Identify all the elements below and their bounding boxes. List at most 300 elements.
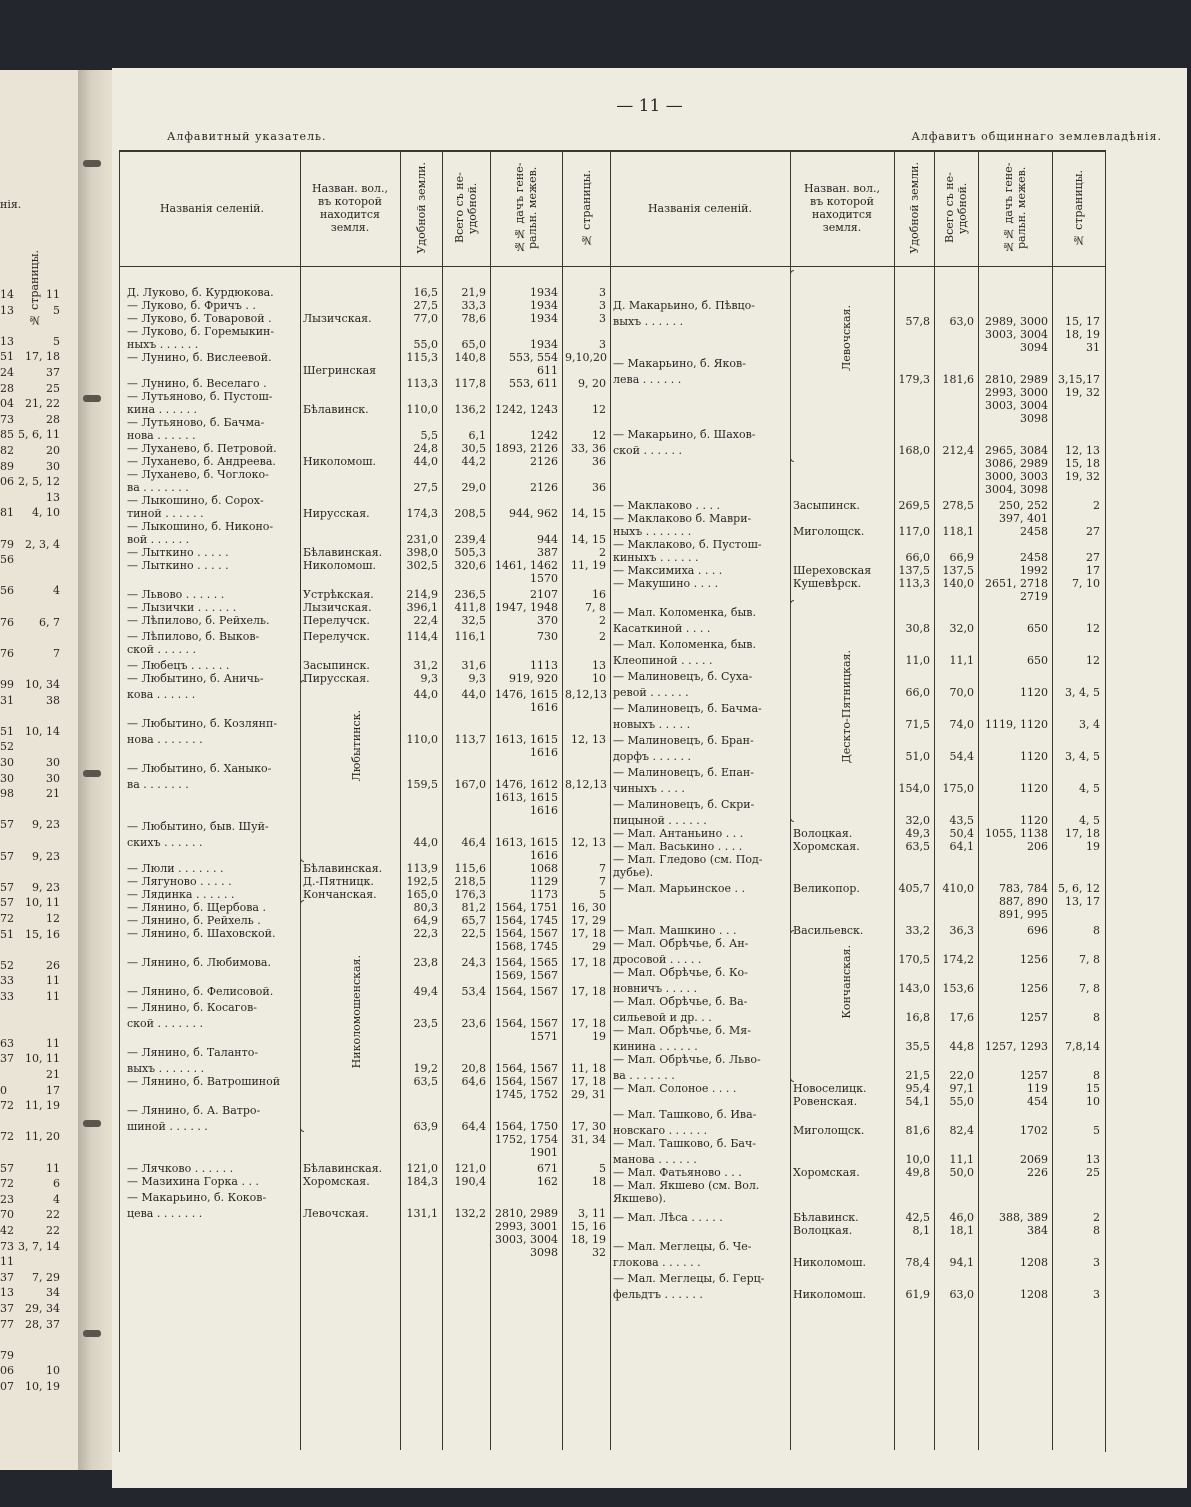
dacha-numbers: 1752, 1754 [495, 1133, 558, 1146]
volost-name: Николомош. [793, 1288, 866, 1301]
dacha-numbers: 1564, 1567 [495, 927, 558, 940]
column-rule [978, 150, 979, 1450]
page-numbers: 9,10,20 [565, 351, 607, 364]
total-land-value: 50,4 [949, 827, 974, 840]
page-numbers: 13 [1086, 1153, 1100, 1166]
page-numbers: 11, 19 [571, 559, 606, 572]
left-page-row-pages: 9, 23 [32, 849, 60, 863]
left-page-row-number: 51 [0, 350, 14, 364]
total-land-value: 22,0 [949, 1069, 974, 1082]
page-numbers: 3,15,17 [1058, 373, 1100, 386]
left-page-row-number: 06 [0, 475, 14, 489]
volost-name: Васильевск. [793, 924, 864, 937]
header-pages-text: № страницы. [579, 169, 593, 247]
left-page-row [0, 928, 74, 942]
village-name: — Любытино, б. Козлянп- [127, 717, 278, 730]
dacha-numbers: 650 [1027, 654, 1048, 667]
dacha-numbers: 1173 [530, 888, 558, 901]
dacha-numbers: 1564, 1567 [495, 985, 558, 998]
left-page-row [0, 1302, 74, 1316]
volost-name: Хоромская. [793, 840, 860, 853]
left-page-row [0, 1146, 74, 1160]
good-land-value: 63,9 [413, 1120, 438, 1133]
dacha-numbers: 1745, 1752 [495, 1088, 558, 1101]
left-page-row-number: 52 [0, 740, 14, 754]
village-name: — Любытино, б. Ханыко- [127, 762, 272, 775]
page-numbers: 17, 18 [571, 927, 606, 940]
total-land-value: 167,0 [454, 778, 486, 791]
volost-name: Великопор. [793, 882, 860, 895]
page-numbers: 27 [1086, 551, 1100, 564]
page-numbers: 19 [1086, 840, 1100, 853]
total-land-value: 21,9 [461, 286, 486, 299]
left-page-row-pages: 9, 23 [32, 818, 60, 832]
total-land-value: 175,0 [942, 782, 974, 795]
village-name: — Маклаково . . . . [613, 499, 721, 512]
dacha-numbers: 250, 252 [999, 499, 1048, 512]
good-land-value: 170,5 [898, 953, 930, 966]
left-page-row [0, 959, 74, 973]
page-numbers: 3 [599, 299, 606, 312]
dacha-numbers: 2965, 3084 [985, 444, 1048, 457]
dacha-numbers: 1256 [1020, 982, 1048, 995]
total-land-value: 116,1 [454, 630, 486, 643]
left-page-row-number: 06 [0, 1364, 14, 1378]
page-numbers: 19 [592, 1030, 606, 1043]
dacha-numbers: 1256 [1020, 953, 1048, 966]
volost-name: Николомош. [303, 559, 376, 572]
dacha-numbers: 696 [1027, 924, 1048, 937]
left-page-row [0, 1084, 74, 1098]
page-numbers: 2 [1093, 1211, 1100, 1224]
dacha-numbers: 1257, 1293 [985, 1040, 1048, 1053]
good-land-value: 159,5 [406, 778, 438, 791]
left-page-row [0, 1380, 74, 1394]
total-land-value: 136,2 [454, 403, 486, 416]
left-page-row-number: 82 [0, 444, 14, 457]
left-page-row [0, 1255, 74, 1269]
good-land-value: 10,0 [905, 1153, 930, 1166]
volost-name: Хоромская. [303, 1175, 370, 1188]
village-name: лева . . . . . . [613, 373, 682, 386]
total-land-value: 78,6 [461, 312, 486, 325]
total-land-value: 65,0 [461, 338, 486, 351]
left-page-row-number: 98 [0, 787, 14, 801]
dacha-numbers: 3003, 3004 [985, 399, 1048, 412]
left-page-row [0, 694, 74, 708]
page-numbers: 7,8,14 [1065, 1040, 1100, 1053]
good-land-value: 44,0 [413, 688, 438, 701]
page-numbers: 8 [1093, 1224, 1100, 1237]
village-name: — Мал. Васькино . . . . [613, 840, 743, 853]
page-numbers: 2 [1093, 499, 1100, 512]
village-name: — Лыткино . . . . . [127, 559, 229, 572]
total-land-value: 239,4 [454, 533, 486, 546]
dacha-numbers: 1568, 1745 [495, 940, 558, 953]
village-name: — Лянино, б. Косагов- [127, 1001, 257, 1014]
left-page-row-pages: 22 [46, 1224, 60, 1237]
dacha-numbers: 1947, 1948 [495, 601, 558, 614]
left-page-row [0, 584, 74, 598]
village-name: дубье). [613, 866, 654, 879]
page-numbers: 7, 10 [1072, 577, 1100, 590]
left-page-row [0, 678, 74, 692]
left-page-row [0, 725, 74, 739]
group-brace [790, 270, 794, 462]
total-land-value: 140,8 [454, 351, 486, 364]
left-page-row-pages: 9, 23 [32, 880, 60, 894]
left-page-row-pages: 25 [46, 381, 60, 395]
total-land-value: 66,9 [949, 551, 974, 564]
left-page-row-pages: 2, 3, 4 [25, 537, 60, 551]
total-land-value: 97,1 [949, 1082, 974, 1095]
village-name: чиныхъ . . . . [613, 782, 685, 795]
left-page-row [0, 772, 74, 786]
page-numbers: 3 [599, 286, 606, 299]
group-volost-label: Любытинск. [350, 710, 363, 782]
total-land-value: 20,8 [461, 1062, 486, 1075]
left-page-row-number: 72 [0, 1177, 14, 1191]
total-land-value: 22,5 [461, 927, 486, 940]
good-land-value: 81,6 [905, 1124, 930, 1137]
dacha-numbers: 1257 [1020, 1069, 1048, 1082]
left-page-row [0, 1006, 74, 1020]
binding-hole [83, 395, 101, 402]
left-page-row [0, 834, 74, 848]
dacha-numbers: 944, 962 [509, 507, 558, 520]
village-name: — Любытино, б. Аничь- [127, 672, 264, 685]
group-brace [790, 600, 794, 822]
volost-name: Николомош. [793, 1256, 866, 1269]
good-land-value: 179,3 [898, 373, 930, 386]
good-land-value: 71,5 [905, 718, 930, 731]
left-page-row-pages: 17 [46, 1083, 60, 1097]
left-page-row [0, 397, 74, 411]
page-numbers: 8 [1093, 924, 1100, 937]
total-land-value: 121,0 [454, 1162, 486, 1175]
dacha-numbers: 891, 995 [999, 908, 1048, 921]
village-name: ва . . . . . . . [613, 1069, 675, 1082]
dacha-numbers: 3003, 3004 [985, 328, 1048, 341]
header-dachas [490, 152, 562, 264]
left-page-row-pages: 21, 22 [25, 397, 60, 411]
left-page-row [0, 1052, 74, 1066]
village-name: — Мал. Обрѣчье, б. Ан- [613, 937, 749, 950]
left-page-row-number: 24 [0, 366, 14, 379]
dacha-numbers: 1113 [530, 659, 558, 672]
volost-name: Засыпинск. [793, 499, 860, 512]
dacha-numbers: 1129 [530, 875, 558, 888]
village-name: — Лыкошино, б. Сорох- [127, 494, 264, 507]
dacha-numbers: 206 [1027, 840, 1048, 853]
page-numbers: 5, 6, 12 [1058, 882, 1100, 895]
page-numbers: 7 [599, 862, 606, 875]
good-land-value: 54,1 [905, 1095, 930, 1108]
total-land-value: 65,7 [461, 914, 486, 927]
total-land-value: 411,8 [454, 601, 486, 614]
left-page-row [0, 600, 74, 614]
total-land-value: 46,4 [461, 836, 486, 849]
page-numbers: 17, 29 [571, 914, 606, 927]
total-land-value: 236,5 [454, 588, 486, 601]
dacha-numbers: 2993, 3001 [495, 1220, 558, 1233]
header-good-land-text: Удобной земли. [414, 162, 428, 254]
left-page-row-pages: 3, 7, 14 [18, 1239, 60, 1253]
header-dachas [978, 152, 1052, 264]
left-page-row-pages: 22 [46, 1208, 60, 1222]
left-page-row [0, 1286, 74, 1300]
column-rule [400, 150, 401, 1450]
group-volost-label: Левочская. [840, 305, 853, 371]
village-name: нова . . . . . . . [127, 733, 203, 746]
good-land-value: 154,0 [898, 782, 930, 795]
left-page-row-number: 89 [0, 459, 14, 473]
header-volost [300, 152, 400, 264]
village-name: — Лѣпилово, б. Рейхель. [127, 614, 270, 627]
total-land-value: 6,1 [468, 429, 486, 442]
dacha-numbers: 887, 890 [999, 895, 1048, 908]
village-name: — Луково, б. Фричъ . . [127, 299, 256, 312]
total-land-value: 117,8 [454, 377, 486, 390]
dacha-numbers: 1702 [1020, 1124, 1048, 1137]
village-name: — Макарьино, б. Яков- [613, 357, 746, 370]
village-name: — Лядинка . . . . . . [127, 888, 235, 901]
page-numbers: 8 [1093, 1011, 1100, 1024]
good-land-value: 115,3 [406, 351, 438, 364]
volost-name: Бѣлавинск. [303, 403, 369, 416]
page-number: — 11 — [616, 96, 683, 116]
dacha-numbers: 1613, 1615 [495, 733, 558, 746]
good-land-value: 16,5 [413, 286, 438, 299]
left-page-row-pages: 10 [46, 1364, 60, 1378]
village-name: — Малиновецъ, б. Епан- [613, 766, 754, 779]
total-land-value: 137,5 [942, 564, 974, 577]
left-page-row-number: 13 [0, 1286, 14, 1300]
left-page-row-pages: 7, 29 [32, 1270, 60, 1284]
village-name: новскаго . . . . . . [613, 1124, 708, 1137]
page-numbers: 9, 20 [578, 377, 606, 390]
page-numbers: 16, 30 [571, 901, 606, 914]
left-page-row [0, 350, 74, 364]
dacha-numbers: 1461, 1462 [495, 559, 558, 572]
good-land-value: 33,2 [905, 924, 930, 937]
total-land-value: 50,0 [949, 1166, 974, 1179]
total-land-value: 320,6 [454, 559, 486, 572]
left-page-row [0, 413, 74, 427]
village-name: — Мал. Солоное . . . . [613, 1082, 737, 1095]
dacha-numbers: 1208 [1020, 1256, 1048, 1269]
total-land-value: 54,4 [949, 750, 974, 763]
dacha-numbers: 1120 [1020, 782, 1048, 795]
village-name: — Лячково . . . . . . [127, 1162, 234, 1175]
total-land-value: 140,0 [942, 577, 974, 590]
dacha-numbers: 2651, 2718 [985, 577, 1048, 590]
dacha-numbers: 1257 [1020, 1011, 1048, 1024]
total-land-value: 55,0 [949, 1095, 974, 1108]
good-land-value: 9,3 [420, 672, 438, 685]
page-numbers: 12 [1086, 654, 1100, 667]
village-name: — Лягуново . . . . . [127, 875, 232, 888]
column-rule [442, 150, 443, 1450]
left-page-row [0, 1099, 74, 1113]
total-land-value: 44,8 [949, 1040, 974, 1053]
dacha-numbers: 1242 [530, 429, 558, 442]
page-numbers: 15, 16 [571, 1220, 606, 1233]
village-name: — Макарьино, б. Коков- [127, 1191, 267, 1204]
total-land-value: 32,0 [949, 622, 974, 635]
good-land-value: 11,0 [905, 654, 930, 667]
left-page-row-pages: 34 [46, 1286, 60, 1300]
column-rule [934, 150, 935, 1450]
total-land-value: 43,5 [949, 814, 974, 827]
dacha-numbers: 1476, 1612 [495, 778, 558, 791]
good-land-value: 31,2 [413, 659, 438, 672]
left-page-row-number: 77 [0, 1317, 14, 1331]
total-land-value: 81,2 [461, 901, 486, 914]
village-name: нова . . . . . . [127, 429, 196, 442]
left-page-row-number: 07 [0, 1380, 14, 1393]
village-name: кова . . . . . . [127, 688, 196, 701]
total-land-value: 278,5 [942, 499, 974, 512]
left-page-row-number: 51 [0, 927, 14, 941]
good-land-value: 398,0 [406, 546, 438, 559]
village-name: кинина . . . . . . [613, 1040, 698, 1053]
dacha-numbers: 553, 554 [509, 351, 558, 364]
total-land-value: 18,1 [949, 1224, 974, 1237]
page-numbers: 13, 17 [1065, 895, 1100, 908]
dacha-numbers: 730 [537, 630, 558, 643]
good-land-value: 27,5 [413, 299, 438, 312]
dacha-numbers: 1208 [1020, 1288, 1048, 1301]
header-total-text: Всего съ не-удобной. [943, 172, 969, 244]
left-page-row-number: 81 [0, 506, 14, 520]
village-name: — Мал. Меглецы, б. Герц- [613, 1272, 765, 1285]
good-land-value: 61,9 [905, 1288, 930, 1301]
page-numbers: 12, 13 [571, 836, 606, 849]
column-rule [490, 150, 491, 1450]
village-name: — Лянино, б. Таланто- [127, 1046, 259, 1059]
page-numbers: 12, 13 [571, 733, 606, 746]
page-numbers: 7, 8 [1079, 982, 1100, 995]
good-land-value: 113,3 [406, 377, 438, 390]
page-numbers: 17, 30 [571, 1120, 606, 1133]
dacha-numbers: 1476, 1615 [495, 688, 558, 701]
left-page-row [0, 803, 74, 817]
total-land-value: 153,6 [942, 982, 974, 995]
left-page-row-number: 57 [0, 880, 14, 894]
total-land-value: 118,1 [942, 525, 974, 538]
left-page-row-number: 57 [0, 1161, 14, 1175]
left-page-row [0, 491, 74, 505]
total-land-value: 31,6 [461, 659, 486, 672]
page-numbers: 31 [1086, 341, 1100, 354]
village-name: киныхъ . . . . . . [613, 551, 699, 564]
village-name: — Лянино, б. Шаховской. [127, 927, 276, 940]
village-name: — Мал. Обрѣчье, б. Ва- [613, 995, 748, 1008]
village-name: — Мал. Обрѣчье, б. Льво- [613, 1053, 761, 1066]
left-page-row-pages: 30 [46, 756, 60, 769]
village-name: — Мал. Ташково, б. Ива- [613, 1108, 757, 1121]
dacha-numbers: 2126 [530, 455, 558, 468]
binding-hole [83, 770, 101, 777]
dacha-numbers: 119 [1027, 1082, 1048, 1095]
total-land-value: 9,3 [468, 672, 486, 685]
page-numbers: 12 [1086, 622, 1100, 635]
village-name: — Мал. Коломенка, быв. [613, 606, 756, 619]
left-page-row-number: 23 [0, 1192, 14, 1206]
total-land-value: 218,5 [454, 875, 486, 888]
total-land-value: 174,2 [942, 953, 974, 966]
left-page-row-number: 73 [0, 1239, 14, 1253]
village-name: — Мал. Ташково, б. Бач- [613, 1137, 756, 1150]
left-page-row-number: 0 [0, 1083, 7, 1097]
village-name: — Мал. Якшево (см. Вол. [613, 1179, 760, 1192]
village-name: — Любытино, быв. Шуй- [127, 820, 269, 833]
village-name: — Мал. Машкино . . . [613, 924, 737, 937]
header-good-land [400, 152, 442, 264]
total-land-value: 29,0 [461, 481, 486, 494]
page-numbers: 2 [599, 630, 606, 643]
left-page-row [0, 974, 74, 988]
left-page-row [0, 1115, 74, 1129]
left-page-row-number: 57 [0, 896, 14, 910]
left-page-row-pages: 38 [46, 693, 60, 707]
page-numbers: 25 [1086, 1166, 1100, 1179]
total-land-value: 17,6 [949, 1011, 974, 1024]
village-name: — Лыткино . . . . . [127, 546, 229, 559]
page-numbers: 3, 4, 5 [1065, 750, 1100, 763]
total-land-value: 115,6 [454, 862, 486, 875]
page-numbers: 8,12,13 [565, 778, 607, 791]
page-numbers: 12 [592, 429, 606, 442]
left-page-row [0, 475, 74, 489]
good-land-value: 231,0 [406, 533, 438, 546]
dacha-numbers: 2719 [1020, 590, 1048, 603]
column-rule [562, 150, 563, 1450]
header-volost [790, 152, 894, 264]
total-land-value: 176,3 [454, 888, 486, 901]
village-name: — Лутьяново, б. Бачма- [127, 416, 265, 429]
village-name: ской . . . . . . . [127, 1017, 203, 1030]
left-page-column-label: № страницы. [28, 250, 41, 327]
good-land-value: 77,0 [413, 312, 438, 325]
total-land-value: 82,4 [949, 1124, 974, 1137]
village-name: — Лянино, б. Щербова . [127, 901, 266, 914]
good-land-value: 80,3 [413, 901, 438, 914]
page-numbers: 5 [599, 888, 606, 901]
left-page-row-number: 76 [0, 615, 14, 629]
good-land-value: 165,0 [406, 888, 438, 901]
header-volost-text: Назван. вол., въ которой находится земля. [311, 182, 389, 234]
left-page-row [0, 1162, 74, 1176]
page-numbers: 17 [1086, 564, 1100, 577]
page-numbers: 17, 18 [571, 956, 606, 969]
village-name: — Малиновецъ, б. Бачма- [613, 702, 762, 715]
village-name: — Мал. Марьинское . . [613, 882, 745, 895]
column-rule [610, 150, 611, 1450]
left-page-row-number: 51 [0, 724, 14, 738]
good-land-value: 44,0 [413, 836, 438, 849]
good-land-value: 30,8 [905, 622, 930, 635]
dacha-numbers: 3003, 3004 [495, 1233, 558, 1246]
dacha-numbers: 1242, 1243 [495, 403, 558, 416]
village-name: — Львово . . . . . . [127, 588, 225, 601]
left-page-row [0, 1224, 74, 1238]
page-numbers: 17, 18 [571, 1017, 606, 1030]
left-page-fragment [0, 70, 78, 1470]
left-page-row-pages: 26 [46, 958, 60, 972]
dacha-numbers: 1564, 1751 [495, 901, 558, 914]
